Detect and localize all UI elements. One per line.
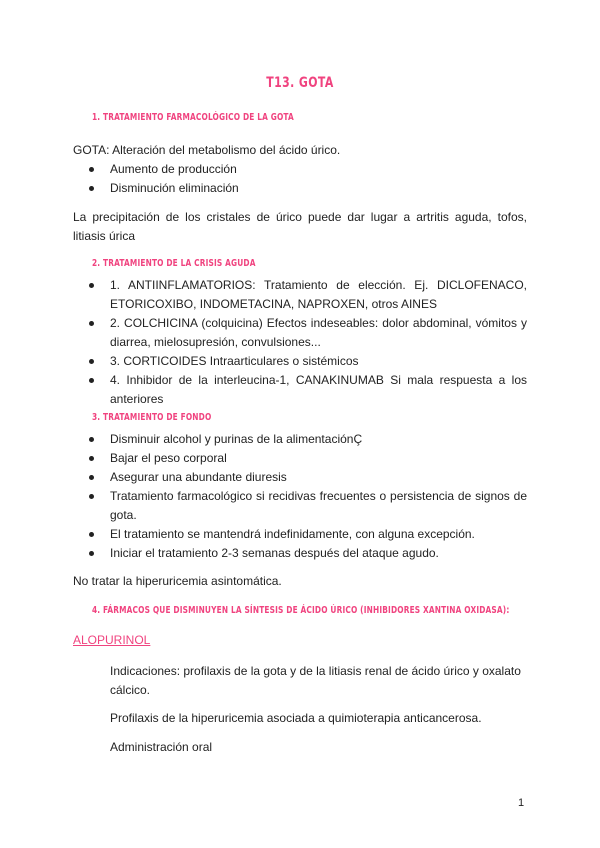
section-1-heading: 1. TRATAMIENTO FARMACOLÓGICO DE LA GOTA bbox=[92, 112, 294, 123]
bullet-icon bbox=[89, 437, 94, 442]
list-item: Iniciar el tratamiento 2-3 semanas después del ataque agudo. bbox=[110, 544, 527, 563]
bullet-icon bbox=[89, 186, 94, 191]
section-1-paragraph: La precipitación de los cristales de úrico puede dar lugar a artritis aguda, tofos, litiasis úrica bbox=[73, 210, 527, 243]
list-item: 2. COLCHICINA (colquicina) Efectos indeseables: dolor abdominal, vómitos y diarrea, mielosupresión, convulsiones... bbox=[110, 314, 527, 352]
bullet-icon bbox=[89, 551, 94, 556]
list-item: Asegurar una abundante diuresis bbox=[110, 468, 527, 487]
gota-definition: GOTA: Alteración del metabolismo del ácido úrico. bbox=[73, 143, 341, 157]
section-2-heading: 2. TRATAMIENTO DE LA CRISIS AGUDA bbox=[92, 258, 256, 269]
section-2-bullets bbox=[110, 276, 527, 409]
list-item: Bajar el peso corporal bbox=[110, 449, 527, 468]
bullet-icon bbox=[89, 378, 94, 383]
list-item: Disminuir alcohol y purinas de la alimentaciónÇ bbox=[110, 430, 527, 449]
bullet-icon bbox=[89, 494, 94, 499]
section-1-bullets bbox=[110, 160, 527, 198]
bullet-icon bbox=[89, 456, 94, 461]
section-3-heading: 3. TRATAMIENTO DE FONDO bbox=[92, 412, 212, 423]
bullet-icon bbox=[89, 359, 94, 364]
list-item: Tratamiento farmacológico si recidivas frecuentes o persistencia de signos de gota. bbox=[110, 487, 527, 525]
section-3-bullets bbox=[110, 430, 527, 563]
page-title: T13. GOTA bbox=[266, 75, 334, 91]
alopurinol-indications: Indicaciones: profilaxis de la gota y de la litiasis renal de ácido úrico y oxalato cálcico. bbox=[110, 664, 521, 697]
bullet-icon bbox=[89, 283, 94, 288]
page-number: 1 bbox=[518, 797, 525, 809]
list-item: 4. Inhibidor de la interleucina-1, CANAKINUMAB Si mala respuesta a los anteriores bbox=[110, 371, 527, 409]
alopurinol-administration: Administración oral bbox=[110, 740, 213, 754]
alopurinol-link[interactable]: ALOPURINOL bbox=[73, 633, 151, 647]
alopurinol-prophylaxis: Profilaxis de la hiperuricemia asociada a quimioterapia anticancerosa. bbox=[110, 711, 482, 725]
list-item: El tratamiento se mantendrá indefinidamente, con alguna excepción. bbox=[110, 525, 527, 544]
list-item: Aumento de producción bbox=[110, 160, 527, 179]
bullet-icon bbox=[89, 167, 94, 172]
list-item: 3. CORTICOIDES Intraarticulares o sistémicos bbox=[110, 352, 527, 371]
section-4-heading: 4. FÁRMACOS QUE DISMINUYEN LA SÍNTESIS DE ÁCIDO ÚRICO (INHIBIDORES XANTINA OXIDASA): bbox=[92, 605, 510, 616]
section-3-closing: No tratar la hiperuricemia asintomática. bbox=[73, 574, 282, 588]
bullet-icon bbox=[89, 321, 94, 326]
bullet-icon bbox=[89, 475, 94, 480]
list-item: 1. ANTIINFLAMATORIOS: Tratamiento de elección. Ej. DICLOFENACO, ETORICOXIBO, INDOMETACINA, NAPROXEN, otros AINES bbox=[110, 276, 527, 314]
list-item: Disminución eliminación bbox=[110, 179, 527, 198]
bullet-icon bbox=[89, 532, 94, 537]
